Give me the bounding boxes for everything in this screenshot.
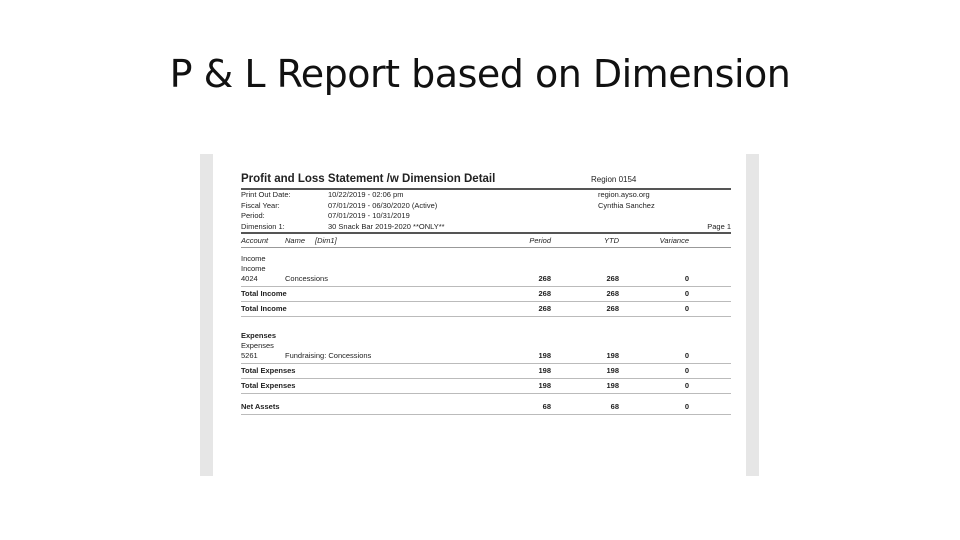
report-header: [241, 170, 731, 188]
total-label: Total Expenses: [241, 381, 296, 390]
meta-row: [241, 201, 731, 212]
variance-value: 0: [684, 289, 689, 298]
variance-value: 0: [684, 381, 689, 390]
section-label: Income: [241, 254, 266, 263]
period-value: 68: [542, 402, 551, 411]
section-heading: [241, 254, 731, 264]
account-name: Fundraising: Concessions: [285, 351, 372, 360]
period-value: 198: [538, 351, 551, 360]
period-value: 198: [538, 366, 551, 375]
section-heading: [241, 331, 731, 341]
col-variance: Variance: [659, 236, 689, 245]
variance-value: 0: [684, 304, 689, 313]
col-dim: [Dim1]: [315, 236, 337, 245]
variance-value: 0: [684, 366, 689, 375]
meta-label: Fiscal Year:: [241, 200, 280, 210]
subtotal-row: [241, 289, 731, 299]
col-period: Period: [529, 236, 551, 245]
col-ytd: YTD: [604, 236, 619, 245]
ytd-value: 268: [606, 289, 619, 298]
subtotal-row: [241, 366, 731, 376]
org-line: Region 0154: [591, 174, 637, 184]
total-label: Total Income: [241, 304, 287, 313]
account-name: Concessions: [285, 274, 328, 283]
section-label: Expenses: [241, 331, 277, 340]
ytd-value: 68: [610, 402, 619, 411]
meta-row: [241, 211, 731, 222]
meta-value: 30 Snack Bar 2019-2020 **ONLY**: [328, 221, 445, 231]
variance-value: 0: [684, 274, 689, 283]
subtotal-label: Total Income: [241, 289, 287, 298]
col-account: Account: [241, 236, 269, 245]
meta-value: 10/22/2019 - 02:06 pm: [328, 190, 404, 199]
org-line: region.ayso.org: [598, 190, 650, 199]
account-number: 5261: [241, 351, 258, 360]
period-value: 198: [538, 381, 551, 390]
column-header-row: [241, 235, 731, 247]
subsection-label: Income: [241, 264, 266, 273]
meta-rule: [241, 232, 731, 234]
total-row: [241, 304, 731, 314]
report-image-frame: [200, 154, 759, 476]
page-number: Page 1: [707, 221, 731, 231]
period-value: 268: [538, 304, 551, 313]
meta-label: Print Out Date:: [241, 190, 291, 199]
meta-row: [241, 190, 731, 201]
ytd-value: 268: [606, 304, 619, 313]
account-row: [241, 351, 731, 361]
account-row: [241, 274, 731, 284]
report-title: Profit and Loss Statement /w Dimension Detail: [241, 173, 496, 185]
total-row: [241, 381, 731, 391]
meta-label: Period:: [241, 211, 265, 220]
report-page: [213, 154, 746, 476]
ytd-value: 268: [606, 274, 619, 283]
meta-row: [241, 222, 731, 233]
net-assets-label: Net Assets: [241, 402, 280, 411]
org-line: Cynthia Sanchez: [598, 200, 655, 210]
variance-value: 0: [684, 402, 689, 411]
meta-label: Dimension 1:: [241, 221, 285, 231]
col-name: Name: [285, 236, 306, 245]
meta-value: 07/01/2019 - 10/31/2019: [328, 211, 410, 220]
account-number: 4024: [241, 274, 258, 283]
period-value: 268: [538, 289, 551, 298]
period-value: 268: [538, 274, 551, 283]
report-document: [241, 170, 731, 417]
ytd-value: 198: [606, 351, 619, 360]
net-assets-row: [241, 402, 731, 412]
subsection-label: Expenses: [241, 341, 274, 350]
ytd-value: 198: [606, 366, 619, 375]
subtotal-label: Total Expenses: [241, 366, 296, 375]
meta-value: 07/01/2019 - 06/30/2020 (Active): [328, 200, 438, 210]
subsection-heading: [241, 341, 731, 351]
subsection-heading: [241, 264, 731, 274]
ytd-value: 198: [606, 381, 619, 390]
slide-title: P & L Report based on Dimension: [169, 52, 791, 96]
variance-value: 0: [684, 351, 689, 360]
